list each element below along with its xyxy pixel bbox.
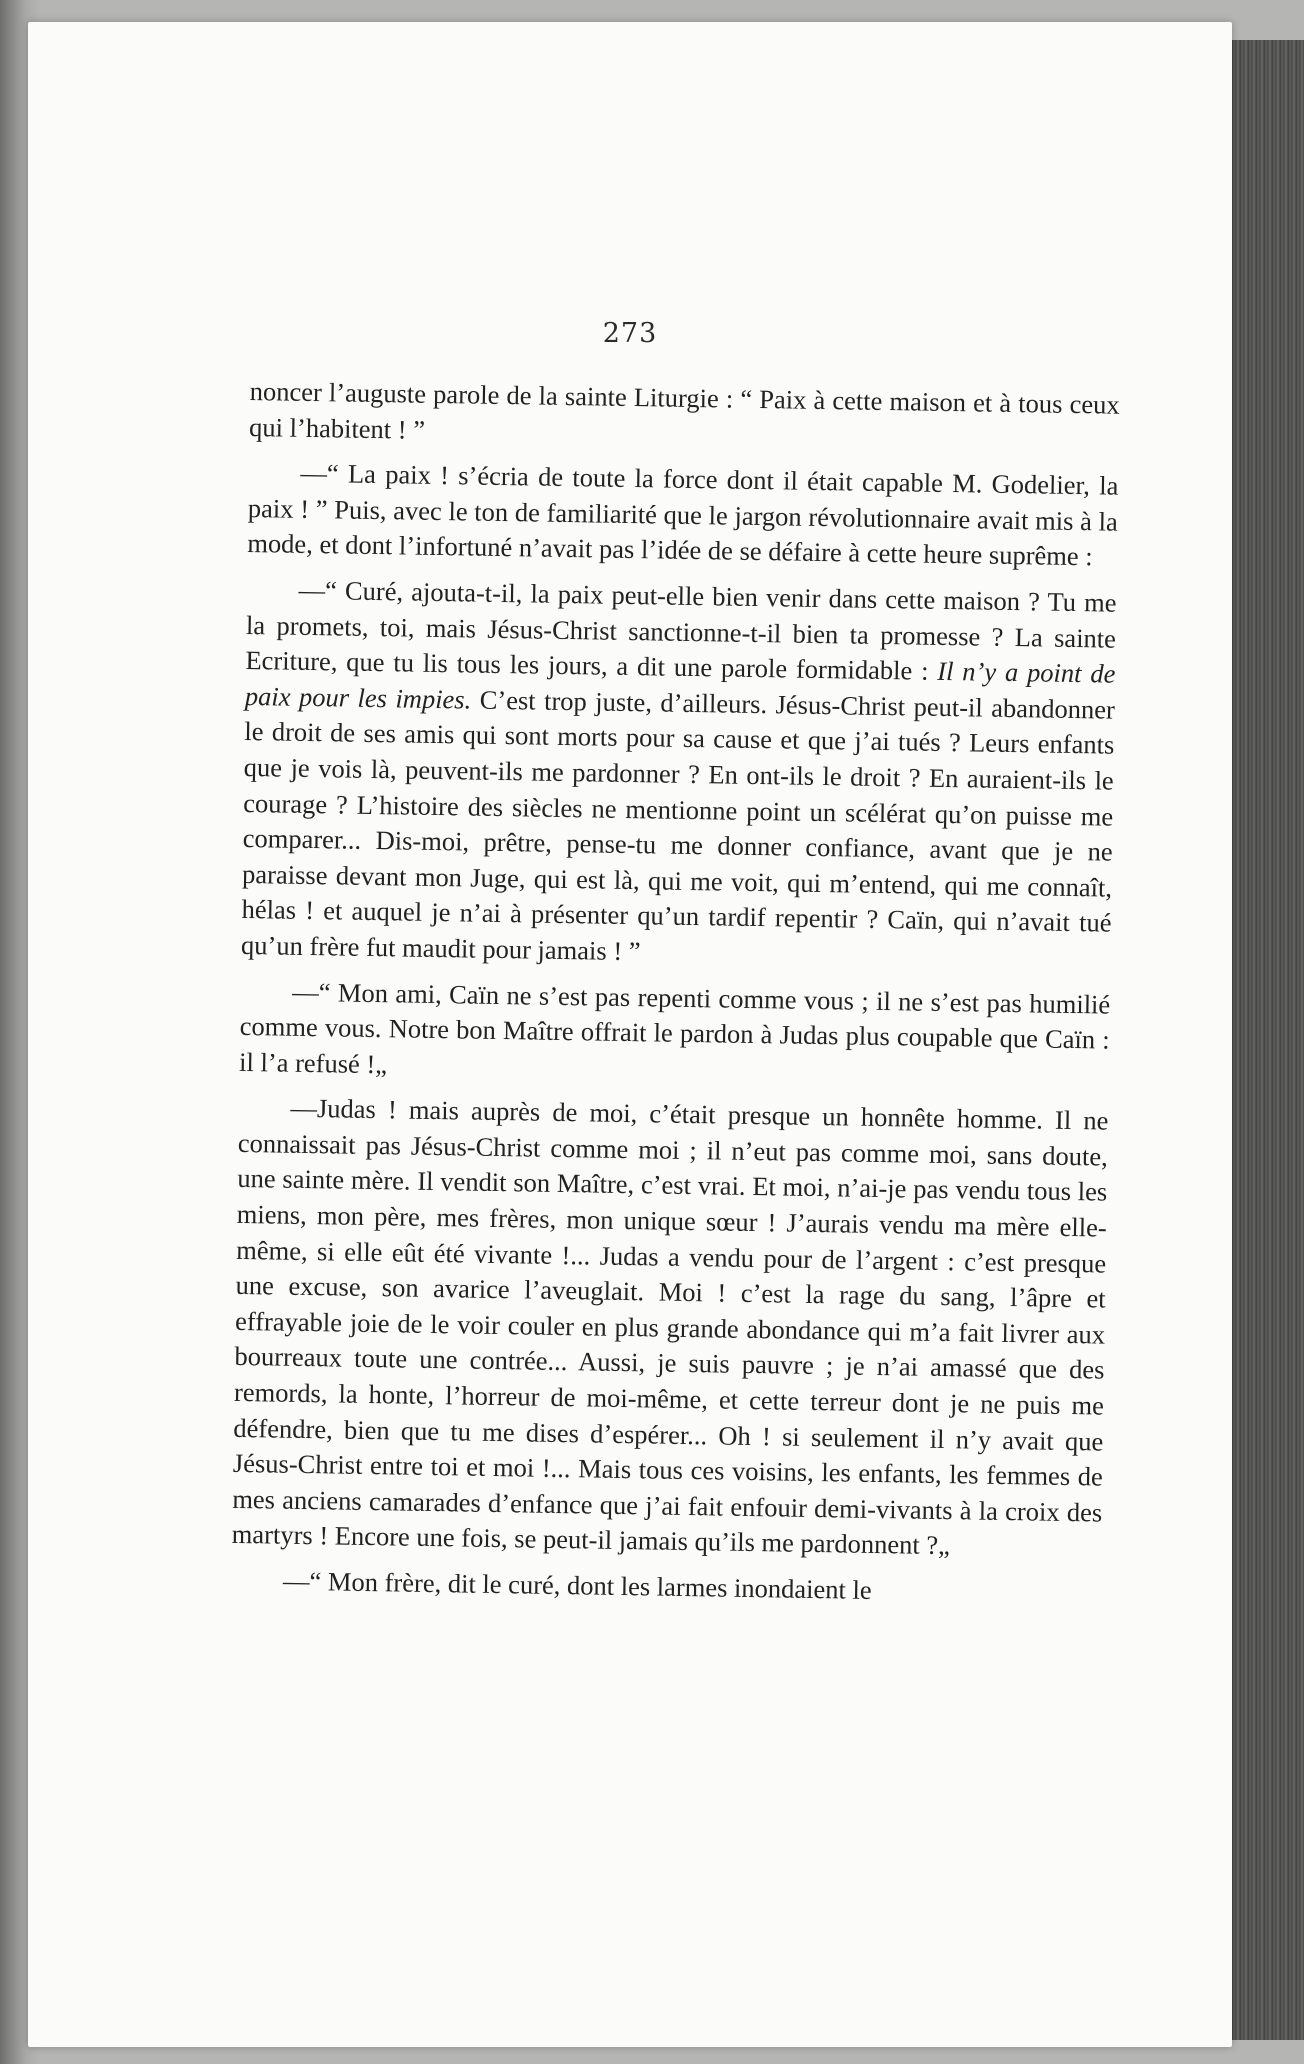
- paragraph-3-after-italic: C’est trop juste, d’ailleurs. Jésus-Christ peut-il abandonner le droit de ses amis qui sont morts pour sa cause et que j’ai tués ? Leurs enfants que je vois là, peuvent-ils me pardonner ? En ont-ils le droit ? En auraient-ils le courage ? L’histoire des siècles ne mentionne point un scélérat qu’on puisse me comparer... Dis-moi, prêtre, pense-tu me donner confiance, avant que je ne paraisse devant mon Juge, qui est là, qui me voit, qui m’entend, qui me connaît, hélas ! et auquel je n’ai à présenter qu’un tardif repentir ? Caïn, qui n’avait tué qu’un frère fut maudit pour jamais ! ”: [240, 684, 1116, 967]
- paragraph-3-before-italic: —“ Curé, ajouta-t-il, la paix peut-elle bien venir dans cette maison ? Tu me la promets, toi, mais Jésus-Christ sanctionne-t-il bien ta promesse ? La sainte Ecriture, que tu lis tous les jours, a dit une parole formidable :: [245, 574, 1117, 686]
- paragraph-3-italic-quote: Il n’y a point de paix pour les impies.: [244, 655, 1116, 715]
- page-number: 273: [602, 318, 658, 349]
- book-page-edges: [1232, 40, 1304, 2040]
- paragraph-5: —Judas ! mais auprès de moi, c’était presque un honnête homme. Il ne connaissait pas Jésus-Christ comme moi ; il n’eut pas comme moi, sans doute, une sainte mère. Il vendit son Maître, c’est vrai. Et moi, n’ai-je pas vendu tous les miens, mon père, mes frères, mon unique sœur ! J’aurais vendu ma mère elle-même, si elle eût été vivante !... Judas a vendu pour de l’argent : c’est presque une excuse, son avarice l’aveuglait. Moi ! c’est la rage du sang, l’âpre et effrayable joie de le voir couler en plus grande abondance qui m’a fait livrer aux bourreaux toute une contrée... Aussi, je suis pauvre ; je n’ai amassé que des remords, la honte, l’horreur de moi-même, et cette terreur dont je ne puis me défendre, bien que tu me dises d’espérer... Oh ! si seulement il n’y avait que Jésus-Christ entre toi et moi !... Mais tous ces voisins, les enfants, les femmes de mes anciens camarades d’enfance que j’ai fait enfouir demi-vivants à la croix des martyrs ! Encore une fois, se peut-il jamais qu’ils me pardonnent ?„: [231, 1093, 1109, 1561]
- paragraph-1: noncer l’auguste parole de la sainte Liturgie : “ Paix à cette maison et à tous ceux qui l’habitent ! ”: [248, 375, 1120, 445]
- paragraph-4: —“ Mon ami, Caïn ne s’est pas repenti comme vous ; il ne s’est pas humilié comme vous. Notre bon Maître offrait le pardon à Judas plus coupable que Caïn : il l’a refusé !„: [238, 976, 1111, 1079]
- paragraph-3: [241, 572, 1117, 977]
- page-sheet: [28, 22, 1232, 2047]
- body-text: [231, 374, 1120, 1622]
- paragraph-6: —“ Mon frère, dit le curé, dont les larmes inondaient le: [282, 1565, 872, 1605]
- paragraph-2: —“ La paix ! s’écria de toute la force dont il était capable M. Godelier, la paix ! ” Puis, avec le ton de familiarité que le jargon révolutionnaire avait mis à la mode, et dont l’infortuné n’avait pas l’idée de se défaire à cette heure suprême :: [247, 457, 1119, 572]
